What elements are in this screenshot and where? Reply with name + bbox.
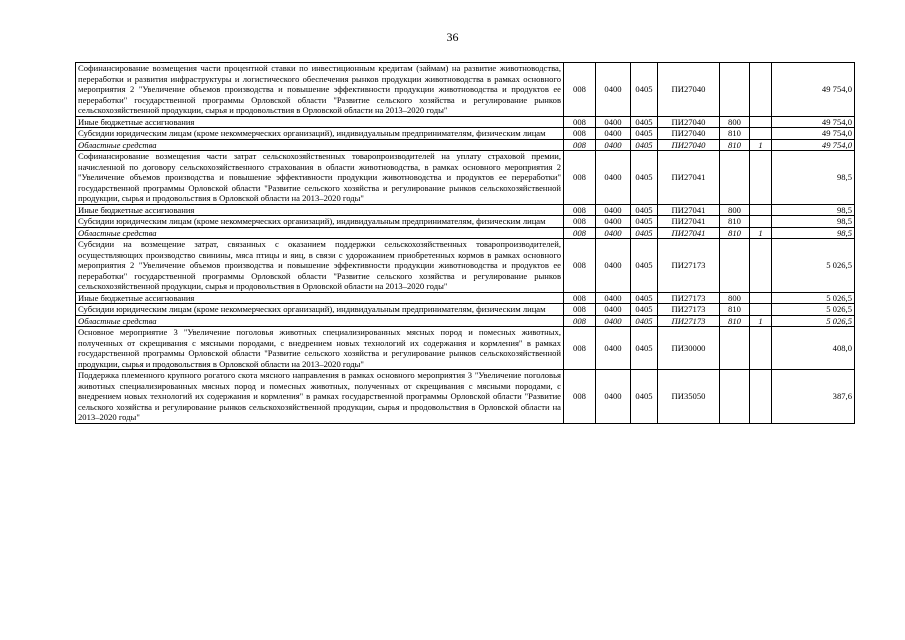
table-row	[76, 227, 855, 239]
row-description: Поддержка племенного крупного рогатого скота мясного направления в рамках основного мероприятия 3 "Увеличение поголовья животных специализированных мясных пород и помесных животных, полученных от скрещивания с мясными породами, с внедрением новых технологий их содержания и кормления" в рамках государственной программы Орловской области "Развитие сельского хозяйства и регулирование рынков сельскохозяйственной продукции, сырья и продовольствия в Орловской области на 2013–2020 годы"	[76, 370, 564, 424]
section-code: 0400	[596, 239, 631, 293]
row-description: Областные средства	[76, 139, 564, 151]
funding-source-code	[750, 370, 772, 424]
subsection-code: 0405	[631, 63, 658, 117]
row-description: Областные средства	[76, 315, 564, 327]
subsection-code: 0405	[631, 139, 658, 151]
expense-type-code: 800	[720, 292, 750, 304]
subsection-code: 0405	[631, 239, 658, 293]
section-code: 0400	[596, 116, 631, 128]
table-row	[76, 204, 855, 216]
target-article-code: ПИ27041	[658, 216, 720, 228]
table-row	[76, 63, 855, 117]
section-code: 0400	[596, 292, 631, 304]
ministry-code: 008	[564, 370, 596, 424]
subsection-code: 0405	[631, 327, 658, 370]
expense-type-code: 810	[720, 227, 750, 239]
section-code: 0400	[596, 304, 631, 316]
row-description: Софинансирование возмещения части затрат сельскохозяйственных товаропроизводителей на уплату страховой премии, начисленной по договору сельскохозяйственного страхования в области животноводства, в рамках основного мероприятия 2 "Увеличение объемов производства и повышение эффективности продукции животноводства и продуктов ее переработки" государственной программы Орловской области "Развитие сельского хозяйства и регулирование рынков сельскохозяйственной продукции, сырья и продовольствия в Орловской области на 2013–2020 годы"	[76, 151, 564, 205]
amount-value: 408,0	[772, 327, 855, 370]
section-code: 0400	[596, 370, 631, 424]
funding-source-code	[750, 304, 772, 316]
table-row	[76, 239, 855, 293]
section-code: 0400	[596, 139, 631, 151]
ministry-code: 008	[564, 116, 596, 128]
row-description: Иные бюджетные ассигнования	[76, 116, 564, 128]
subsection-code: 0405	[631, 116, 658, 128]
target-article-code: ПИ27173	[658, 292, 720, 304]
amount-value: 49 754,0	[772, 128, 855, 140]
expense-type-code: 810	[720, 315, 750, 327]
table-row	[76, 370, 855, 424]
target-article-code: ПИ27173	[658, 304, 720, 316]
expense-type-code: 810	[720, 216, 750, 228]
section-code: 0400	[596, 128, 631, 140]
amount-value: 98,5	[772, 227, 855, 239]
target-article-code: ПИ35050	[658, 370, 720, 424]
expense-type-code	[720, 151, 750, 205]
row-description: Иные бюджетные ассигнования	[76, 204, 564, 216]
table-row	[76, 151, 855, 205]
amount-value: 5 026,5	[772, 315, 855, 327]
budget-table	[75, 62, 855, 424]
target-article-code: ПИ27040	[658, 139, 720, 151]
expense-type-code: 800	[720, 116, 750, 128]
table-row	[76, 304, 855, 316]
subsection-code: 0405	[631, 315, 658, 327]
ministry-code: 008	[564, 292, 596, 304]
table-row	[76, 292, 855, 304]
amount-value: 98,5	[772, 204, 855, 216]
ministry-code: 008	[564, 327, 596, 370]
row-description: Субсидии юридическим лицам (кроме некоммерческих организаций), индивидуальным предпринимателям, физическим лицам	[76, 128, 564, 140]
funding-source-code	[750, 327, 772, 370]
expense-type-code: 800	[720, 204, 750, 216]
expense-type-code	[720, 327, 750, 370]
section-code: 0400	[596, 63, 631, 117]
section-code: 0400	[596, 216, 631, 228]
row-description: Субсидии юридическим лицам (кроме некоммерческих организаций), индивидуальным предпринимателям, физическим лицам	[76, 304, 564, 316]
table-row	[76, 139, 855, 151]
subsection-code: 0405	[631, 151, 658, 205]
amount-value: 49 754,0	[772, 63, 855, 117]
funding-source-code	[750, 204, 772, 216]
section-code: 0400	[596, 151, 631, 205]
funding-source-code	[750, 239, 772, 293]
subsection-code: 0405	[631, 292, 658, 304]
section-code: 0400	[596, 327, 631, 370]
target-article-code: ПИ27173	[658, 315, 720, 327]
target-article-code: ПИ27040	[658, 116, 720, 128]
target-article-code: ПИ27041	[658, 227, 720, 239]
ministry-code: 008	[564, 128, 596, 140]
funding-source-code	[750, 128, 772, 140]
amount-value: 5 026,5	[772, 239, 855, 293]
funding-source-code	[750, 292, 772, 304]
section-code: 0400	[596, 227, 631, 239]
row-description: Субсидии на возмещение затрат, связанных с оказанием поддержки сельскохозяйственных товаропроизводителей, осуществляющих производство свинины, мяса птицы и яиц, в связи с удорожанием приобретенных кормов в рамках основного мероприятия 2 "Увеличение объемов производства и повышение эффективности продукции животноводства и продуктов ее переработки" государственной программы Орловской области "Развитие сельского хозяйства и регулирование рынков сельскохозяйственной продукции, сырья и продовольствия в Орловской области на 2013–2020 годы"	[76, 239, 564, 293]
ministry-code: 008	[564, 204, 596, 216]
expense-type-code: 810	[720, 139, 750, 151]
table-row	[76, 128, 855, 140]
subsection-code: 0405	[631, 227, 658, 239]
amount-value: 49 754,0	[772, 139, 855, 151]
ministry-code: 008	[564, 139, 596, 151]
expense-type-code	[720, 63, 750, 117]
table-row	[76, 315, 855, 327]
target-article-code: ПИ27041	[658, 204, 720, 216]
subsection-code: 0405	[631, 304, 658, 316]
target-article-code: ПИ27040	[658, 128, 720, 140]
table-row	[76, 116, 855, 128]
expense-type-code	[720, 239, 750, 293]
expense-type-code: 810	[720, 304, 750, 316]
table-row	[76, 216, 855, 228]
page-number: 36	[446, 30, 459, 44]
ministry-code: 008	[564, 216, 596, 228]
amount-value: 98,5	[772, 216, 855, 228]
funding-source-code: 1	[750, 227, 772, 239]
row-description: Основное мероприятие 3 "Увеличение поголовья животных специализированных мясных пород и помесных животных, полученных от скрещивания с мясными породами, с внедрением новых технологий их содержания и кормления" в рамках государственной программы Орловской области "Развитие сельского хозяйства и регулирование рынков сельскохозяйственной продукции, сырья и продовольствия в Орловской области на 2013–2020 годы"	[76, 327, 564, 370]
row-description: Иные бюджетные ассигнования	[76, 292, 564, 304]
expense-type-code	[720, 370, 750, 424]
amount-value: 49 754,0	[772, 116, 855, 128]
target-article-code: ПИ27173	[658, 239, 720, 293]
section-code: 0400	[596, 315, 631, 327]
funding-source-code	[750, 116, 772, 128]
target-article-code: ПИ27040	[658, 63, 720, 117]
section-code: 0400	[596, 204, 631, 216]
table-row	[76, 327, 855, 370]
amount-value: 387,6	[772, 370, 855, 424]
funding-source-code: 1	[750, 315, 772, 327]
ministry-code: 008	[564, 227, 596, 239]
ministry-code: 008	[564, 315, 596, 327]
budget-table-body	[76, 63, 855, 424]
target-article-code: ПИ27041	[658, 151, 720, 205]
subsection-code: 0405	[631, 370, 658, 424]
ministry-code: 008	[564, 239, 596, 293]
row-description: Субсидии юридическим лицам (кроме некоммерческих организаций), индивидуальным предпринимателям, физическим лицам	[76, 216, 564, 228]
ministry-code: 008	[564, 63, 596, 117]
funding-source-code	[750, 216, 772, 228]
target-article-code: ПИ30000	[658, 327, 720, 370]
row-description: Софинансирование возмещения части процентной ставки по инвестиционным кредитам (займам) на развитие животноводства, переработки и развития инфраструктуры и логистического обеспечения рынков продукции животноводства в рамках основного мероприятия 2 "Увеличение объемов производства и повышение эффективности продукции животноводства и продуктов ее переработки" государственной программы Орловской области "Развитие сельского хозяйства и регулирование рынков сельскохозяйственной продукции, сырья и продовольствия в Орловской области на 2013–2020 годы"	[76, 63, 564, 117]
ministry-code: 008	[564, 151, 596, 205]
amount-value: 5 026,5	[772, 304, 855, 316]
ministry-code: 008	[564, 304, 596, 316]
funding-source-code: 1	[750, 139, 772, 151]
subsection-code: 0405	[631, 216, 658, 228]
amount-value: 98,5	[772, 151, 855, 205]
funding-source-code	[750, 63, 772, 117]
subsection-code: 0405	[631, 204, 658, 216]
row-description: Областные средства	[76, 227, 564, 239]
subsection-code: 0405	[631, 128, 658, 140]
amount-value: 5 026,5	[772, 292, 855, 304]
funding-source-code	[750, 151, 772, 205]
expense-type-code: 810	[720, 128, 750, 140]
